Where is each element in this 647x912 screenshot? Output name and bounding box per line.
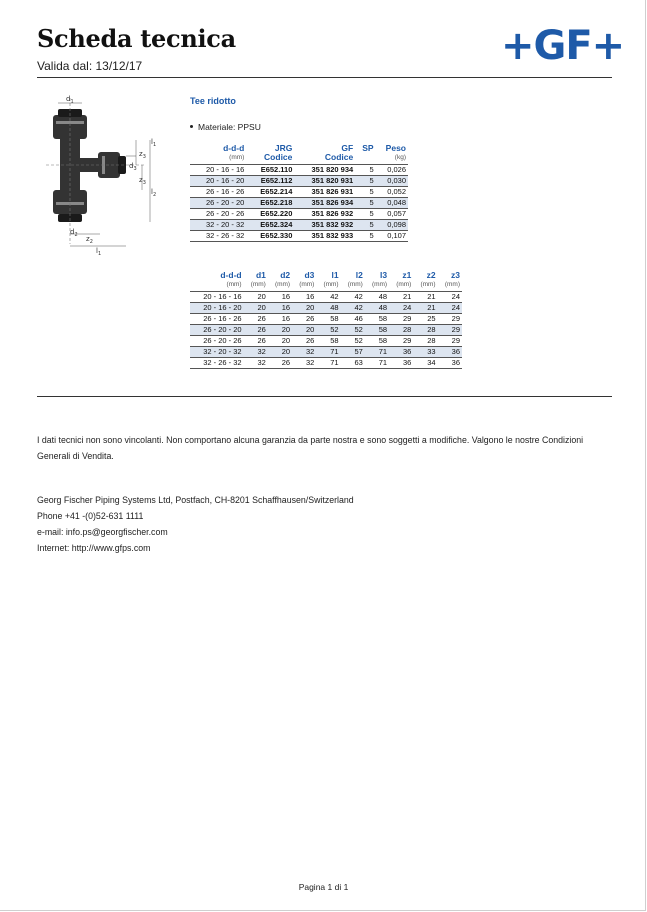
- table-row: [190, 187, 408, 198]
- table-cell: 58: [365, 325, 389, 336]
- table-cell: 71: [316, 347, 340, 358]
- table-cell: 46: [341, 314, 365, 325]
- table-cell: 20: [244, 303, 268, 314]
- table-cell: 58: [365, 314, 389, 325]
- col-header: l2: [355, 270, 363, 280]
- table-cell: 42: [316, 292, 340, 303]
- col-header: d2: [280, 270, 291, 280]
- table-cell: 52: [341, 336, 365, 347]
- col-unit: (mm): [413, 280, 437, 292]
- table-cell: 24: [438, 303, 462, 314]
- table-row: [190, 325, 462, 336]
- table-row: [190, 314, 462, 325]
- table-cell: 29: [438, 314, 462, 325]
- company-name: Georg Fischer Piping Systems Ltd, Postfach, CH-8201 Schaffhausen/Switzerland: [37, 495, 354, 505]
- table-cell: 32 - 20 - 32: [190, 220, 246, 231]
- col-header: z1: [402, 270, 412, 280]
- table-cell: 24: [438, 292, 462, 303]
- table-cell: 0,026: [376, 165, 408, 176]
- product-title: Tee ridotto: [190, 96, 236, 106]
- drawing-label-l1: $l_1$: [151, 138, 157, 148]
- table-cell: 58: [316, 336, 340, 347]
- table-cell: 52: [341, 325, 365, 336]
- table-cell: 26: [244, 325, 268, 336]
- table-cell: 26: [244, 336, 268, 347]
- table-cell: 351 832 932: [294, 220, 355, 231]
- valid-from-date: Valida dal: 13/12/17: [37, 59, 143, 73]
- table-row: [190, 209, 408, 220]
- drawing-label-z2: $z_2$: [86, 235, 93, 245]
- table-cell: 36: [389, 358, 413, 369]
- table-cell: 26 - 16 - 26: [190, 187, 246, 198]
- table-row: [190, 358, 462, 369]
- table-cell: 20: [244, 292, 268, 303]
- table-cell: 26 - 16 - 26: [190, 314, 244, 325]
- page-number: Pagina 1 di 1: [298, 882, 349, 892]
- drawing-label-d2: $d_2$: [70, 228, 78, 238]
- dimensions-table: [190, 270, 462, 369]
- table-cell: 48: [365, 303, 389, 314]
- table-cell: 21: [413, 292, 437, 303]
- table-cell: E652.324: [246, 220, 294, 231]
- col-header: d-d-d: [220, 270, 242, 280]
- table-cell: 16: [292, 292, 316, 303]
- header-divider: [37, 77, 612, 78]
- disclaimer-text: I dati tecnici non sono vincolanti. Non comportano alcuna garanzia da parte nostra e sono soggetti a modifiche. Valgono le nostre Condizioni Generali di Vendita.: [37, 435, 584, 461]
- table-cell: 26: [292, 314, 316, 325]
- col-header: l1: [331, 270, 339, 280]
- codes-table: [190, 143, 408, 242]
- table-cell: E652.220: [246, 209, 294, 220]
- table-cell: 25: [413, 314, 437, 325]
- table-cell: 0,057: [376, 209, 408, 220]
- table-cell: 26 - 20 - 26: [190, 336, 244, 347]
- table-row: [190, 231, 408, 242]
- table-cell: 5: [355, 187, 375, 198]
- table-cell: 0,107: [376, 231, 408, 242]
- col-unit: (mm): [268, 280, 292, 292]
- drawing-label-d3: $d_3$: [129, 162, 137, 172]
- table-row: [190, 165, 408, 176]
- table-cell: 5: [355, 209, 375, 220]
- col-unit: (mm): [190, 280, 244, 292]
- col-header: l3: [380, 270, 388, 280]
- table-cell: 351 820 931: [294, 176, 355, 187]
- col-subheader: (mm): [190, 153, 246, 165]
- table-cell: 26 - 20 - 20: [190, 198, 246, 209]
- table-cell: 5: [355, 231, 375, 242]
- table-cell: 0,098: [376, 220, 408, 231]
- table-row: [190, 347, 462, 358]
- table-row: [190, 336, 462, 347]
- table-cell: 16: [268, 292, 292, 303]
- table-cell: E652.330: [246, 231, 294, 242]
- table-cell: 20: [268, 336, 292, 347]
- table-row: [190, 292, 462, 303]
- table-cell: E652.112: [246, 176, 294, 187]
- table-cell: 36: [438, 358, 462, 369]
- table-cell: 29: [438, 325, 462, 336]
- table-cell: 63: [341, 358, 365, 369]
- table-cell: 21: [389, 292, 413, 303]
- drawing-label-d1: $d_1$: [66, 95, 74, 105]
- email-address: e-mail: info.ps@georgfischer.com: [37, 527, 168, 537]
- table-cell: 0,052: [376, 187, 408, 198]
- table-cell: 32 - 26 - 32: [190, 231, 246, 242]
- table-cell: E652.214: [246, 187, 294, 198]
- table-cell: 24: [389, 303, 413, 314]
- table-cell: 42: [341, 292, 365, 303]
- col-unit: (mm): [292, 280, 316, 292]
- table-cell: 29: [389, 336, 413, 347]
- table-cell: 58: [316, 314, 340, 325]
- table-cell: 20 - 16 - 16: [190, 292, 244, 303]
- table-cell: 20: [292, 303, 316, 314]
- table-cell: 32: [292, 358, 316, 369]
- table-cell: 28: [413, 325, 437, 336]
- table-cell: 52: [316, 325, 340, 336]
- table-cell: 32 - 20 - 32: [190, 347, 244, 358]
- table-cell: 42: [341, 303, 365, 314]
- table-cell: 20 - 16 - 20: [190, 176, 246, 187]
- drawing-label-z1: $z_3$: [139, 176, 146, 186]
- table-cell: 58: [365, 336, 389, 347]
- col-subheader: (kg): [376, 153, 408, 165]
- website: Internet: http://www.gfps.com: [37, 543, 151, 553]
- col-header: d1: [255, 270, 266, 280]
- table-row: [190, 220, 408, 231]
- drawing-label-l3: $l_2$: [151, 188, 157, 198]
- table-cell: 20: [268, 347, 292, 358]
- table-cell: 33: [413, 347, 437, 358]
- table-cell: 48: [365, 292, 389, 303]
- table-cell: 28: [389, 325, 413, 336]
- company-address: [37, 492, 354, 556]
- table-cell: 5: [355, 198, 375, 209]
- table-cell: 26 - 20 - 20: [190, 325, 244, 336]
- table-cell: 20: [292, 325, 316, 336]
- table-cell: 16: [268, 303, 292, 314]
- col-subheader: [355, 153, 375, 165]
- table-cell: 5: [355, 165, 375, 176]
- table-cell: 20 - 16 - 20: [190, 303, 244, 314]
- table-cell: 26: [292, 336, 316, 347]
- table-cell: 71: [365, 358, 389, 369]
- table-row: [190, 198, 408, 209]
- col-header: d-d-d: [223, 143, 245, 153]
- col-subheader: Codice: [246, 153, 294, 165]
- table-cell: 0,030: [376, 176, 408, 187]
- page-title: Scheda tecnica: [37, 24, 236, 53]
- table-cell: 32: [244, 347, 268, 358]
- table-cell: 32 - 26 - 32: [190, 358, 244, 369]
- content-divider: [37, 396, 612, 397]
- col-unit: (mm): [389, 280, 413, 292]
- table-cell: 16: [268, 314, 292, 325]
- col-header: z3: [451, 270, 460, 280]
- col-subheader: Codice: [294, 153, 355, 165]
- col-header: Peso: [385, 143, 406, 153]
- col-unit: (mm): [316, 280, 340, 292]
- table-cell: E652.218: [246, 198, 294, 209]
- table-cell: 71: [365, 347, 389, 358]
- table-cell: 71: [316, 358, 340, 369]
- table-row: [190, 176, 408, 187]
- bullet-icon: [190, 125, 193, 128]
- table-cell: 32: [292, 347, 316, 358]
- table-cell: 351 832 933: [294, 231, 355, 242]
- material-text: Materiale: PPSU: [198, 122, 261, 132]
- col-header: z2: [426, 270, 436, 280]
- table-cell: 57: [341, 347, 365, 358]
- col-header: d3: [304, 270, 315, 280]
- table-cell: 26: [268, 358, 292, 369]
- col-header: GF: [341, 143, 354, 153]
- drawing-label-z3: $z_3$: [139, 150, 146, 160]
- table-cell: 351 826 934: [294, 198, 355, 209]
- col-header: SP: [362, 143, 374, 153]
- tee-fitting-drawing: [36, 94, 166, 259]
- table-cell: 34: [413, 358, 437, 369]
- table-row: [190, 303, 462, 314]
- table-cell: 29: [389, 314, 413, 325]
- table-cell: 5: [355, 176, 375, 187]
- table-cell: 20 - 16 - 16: [190, 165, 246, 176]
- table-cell: 351 820 934: [294, 165, 355, 176]
- table-cell: 21: [413, 303, 437, 314]
- table-cell: 351 826 932: [294, 209, 355, 220]
- col-unit: (mm): [438, 280, 462, 292]
- col-header: JRG: [274, 143, 293, 153]
- table-cell: 36: [438, 347, 462, 358]
- table-cell: 26 - 20 - 26: [190, 209, 246, 220]
- table-cell: 32: [244, 358, 268, 369]
- table-cell: 29: [438, 336, 462, 347]
- col-unit: (mm): [341, 280, 365, 292]
- drawing-label-l2: $l_1$: [96, 247, 102, 257]
- table-cell: 36: [389, 347, 413, 358]
- table-cell: 20: [268, 325, 292, 336]
- table-cell: 28: [413, 336, 437, 347]
- table-cell: 26: [244, 314, 268, 325]
- gf-logo: +GF+: [501, 23, 625, 69]
- table-cell: 351 826 931: [294, 187, 355, 198]
- table-cell: 48: [316, 303, 340, 314]
- material-item: [190, 122, 261, 132]
- table-cell: E652.110: [246, 165, 294, 176]
- col-unit: (mm): [244, 280, 268, 292]
- phone-number: Phone +41 -(0)52-631 1111: [37, 511, 144, 521]
- table-cell: 0,048: [376, 198, 408, 209]
- col-unit: (mm): [365, 280, 389, 292]
- table-cell: 5: [355, 220, 375, 231]
